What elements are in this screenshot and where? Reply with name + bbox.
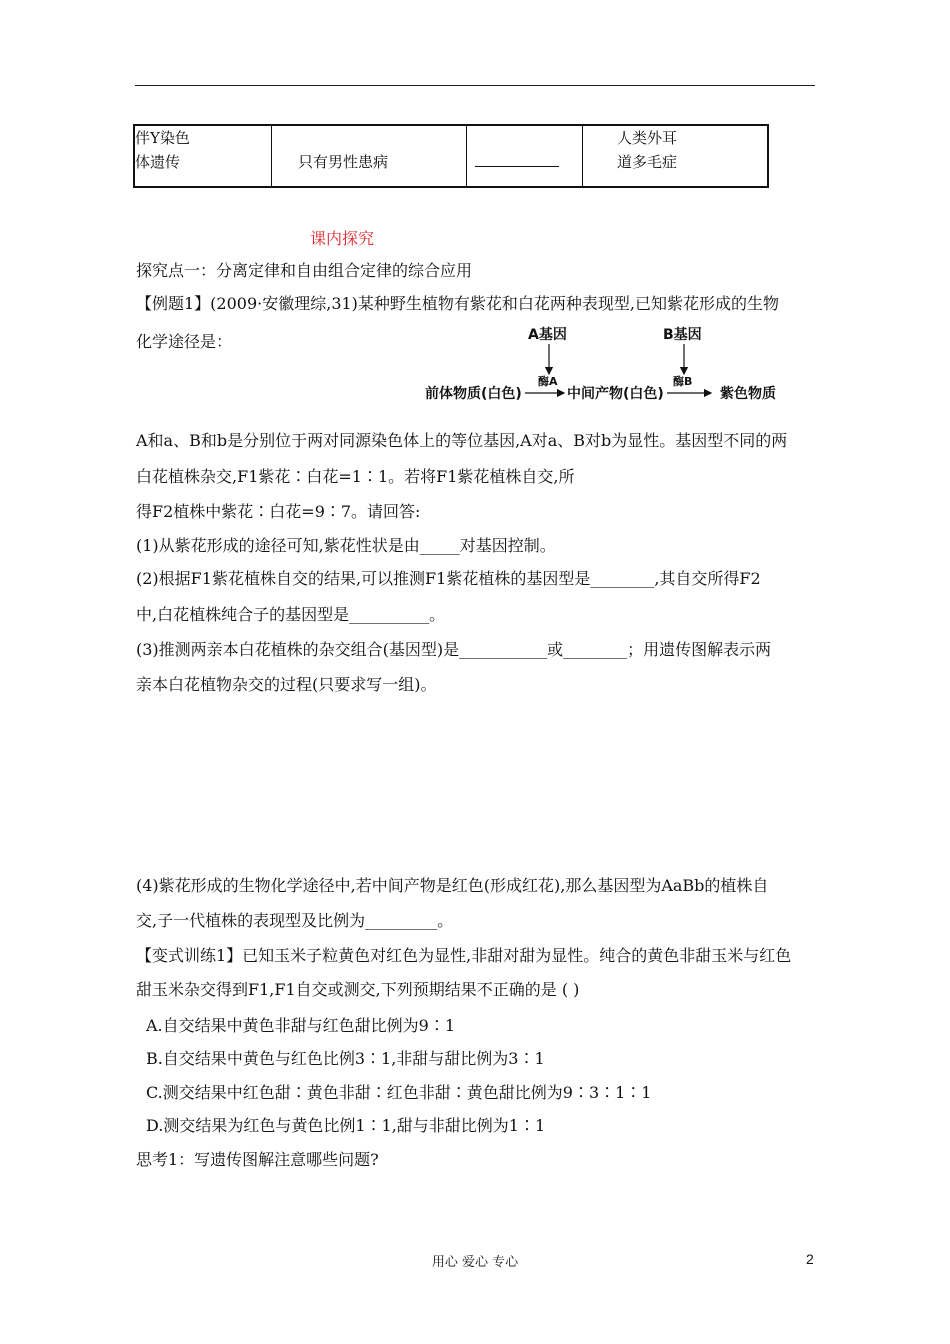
precursor-label: 前体物质(白色) bbox=[425, 386, 522, 402]
option-c: C.测交结果中红色甜∶黄色非甜∶红色非甜∶黄色甜比例为9∶3∶1∶1 bbox=[146, 1083, 652, 1102]
question-4: (4)紫花形成的生物化学途径中,若中间产物是红色(形成红花),那么基因型为AaBb的植株自 bbox=[136, 876, 769, 895]
question-2: (2)根据F1紫花植株自交的结果,可以推测F1紫花植株的基因型是________,其自交所得F2 bbox=[136, 569, 761, 588]
think-question: 思考1：写遗传图解注意哪些问题? bbox=[136, 1150, 379, 1169]
cell-text: 只有男性患病 bbox=[298, 153, 389, 171]
variant-text: 甜玉米杂交得到F1,F1自交或测交,下列预期结果不正确的是 ( ) bbox=[136, 980, 580, 999]
question-1: (1)从紫花形成的途径可知,紫花性状是由_____对基因控制。 bbox=[136, 536, 556, 555]
section-title: 课内探究 bbox=[310, 229, 375, 248]
example-text: 化学途径是： bbox=[136, 332, 233, 351]
cell-text: 伴Y染色 bbox=[135, 129, 190, 147]
example-text: 白花植株杂交,F1紫花∶白花=1∶1。若将F1紫花植株自交,所 bbox=[136, 467, 575, 486]
pathway-diagram bbox=[415, 322, 795, 412]
intermediate-label: 中间产物(白色) bbox=[567, 386, 664, 402]
example-text: 【例题1】(2009·安徽理综,31)某种野生植物有紫花和白花两种表现型,已知紫花形成的生物 bbox=[136, 294, 780, 313]
cell-text: 体遗传 bbox=[135, 153, 181, 171]
variant-text: 【变式训练1】已知玉米子粒黄色对红色为显性,非甜对甜为显性。纯合的黄色非甜玉米与红色 bbox=[136, 946, 792, 965]
inheritance-table bbox=[133, 124, 769, 188]
option-a: A.自交结果中黄色非甜与红色甜比例为9∶1 bbox=[146, 1016, 456, 1035]
question-4: 交,子一代植株的表现型及比例为_________。 bbox=[136, 911, 454, 930]
table-cell-feature bbox=[272, 125, 467, 187]
question-2: 中,白花植株纯合子的基因型是__________。 bbox=[136, 605, 446, 624]
product-label: 紫色物质 bbox=[720, 386, 776, 402]
fill-blank bbox=[475, 166, 559, 167]
cell-text: 道多毛症 bbox=[617, 153, 678, 171]
enzyme-b-label: 酶B bbox=[673, 375, 693, 388]
cell-text: 人类外耳 bbox=[617, 129, 678, 147]
point-heading: 探究点一：分离定律和自由组合定律的综合应用 bbox=[136, 261, 473, 280]
table-row bbox=[134, 125, 768, 187]
example-text: A和a、B和b是分别位于两对同源染色体上的等位基因,A对a、B对b为显性。基因型不同的两 bbox=[136, 431, 788, 450]
gene-b-label: B基因 bbox=[663, 327, 702, 343]
header-rule bbox=[135, 85, 815, 86]
question-3: (3)推测两亲本白花植株的杂交组合(基因型)是___________或________；用遗传图解表示两 bbox=[136, 640, 772, 659]
table-cell-blank bbox=[467, 125, 583, 187]
page-number: 2 bbox=[806, 1251, 814, 1267]
question-3: 亲本白花植物杂交的过程(只要求写一组)。 bbox=[136, 675, 437, 694]
example-text: 得F2植株中紫花∶白花=9∶7。请回答: bbox=[136, 502, 421, 521]
table-cell-example bbox=[583, 125, 769, 187]
gene-a-label: A基因 bbox=[528, 327, 567, 343]
footer-text: 用心 爱心 专心 bbox=[431, 1255, 519, 1270]
option-d: D.测交结果为红色与黄色比例1∶1,甜与非甜比例为1∶1 bbox=[146, 1116, 546, 1135]
enzyme-a-label: 酶A bbox=[538, 375, 558, 388]
table-cell-type bbox=[134, 125, 272, 187]
option-b: B.自交结果中黄色与红色比例3∶1,非甜与甜比例为3∶1 bbox=[146, 1049, 545, 1068]
